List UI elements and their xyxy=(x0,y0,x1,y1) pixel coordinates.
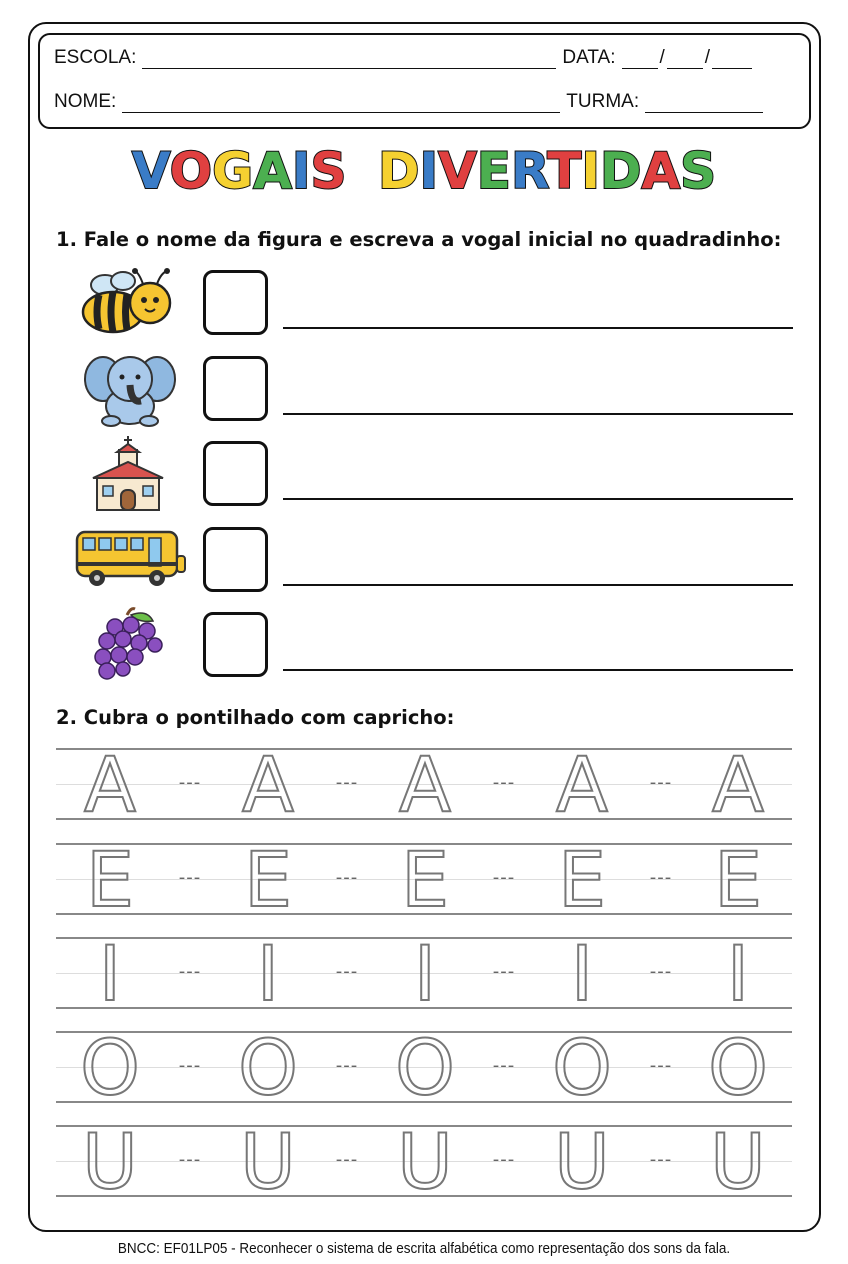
dotted-letter[interactable]: U xyxy=(82,1117,138,1206)
dotted-letter[interactable]: A xyxy=(712,740,764,829)
dash-separator: --- xyxy=(335,1149,359,1170)
elephant-icon xyxy=(75,351,187,427)
class-label: TURMA: xyxy=(566,91,640,112)
title-letter: S xyxy=(310,142,347,200)
dash-separator: --- xyxy=(649,772,673,793)
school-label: ESCOLA: xyxy=(54,47,137,68)
title-letter: I xyxy=(581,142,600,200)
title-letter: S xyxy=(680,142,717,200)
dotted-letter[interactable]: O xyxy=(552,1023,612,1112)
dash-separator: --- xyxy=(178,867,202,888)
dotted-letter[interactable]: E xyxy=(85,835,135,924)
school-row xyxy=(54,47,754,69)
title-letter xyxy=(347,142,364,200)
tracing-row xyxy=(56,740,792,829)
word-line[interactable] xyxy=(283,669,793,671)
date-month-field[interactable] xyxy=(667,51,703,69)
dash-separator: --- xyxy=(492,867,516,888)
dotted-letter[interactable]: I xyxy=(98,929,122,1018)
dotted-letter[interactable]: A xyxy=(399,740,451,829)
dash-separator: --- xyxy=(335,772,359,793)
dotted-letter[interactable]: U xyxy=(710,1117,766,1206)
answer-row xyxy=(75,436,795,516)
vowel-box[interactable] xyxy=(203,441,268,506)
word-line[interactable] xyxy=(283,584,793,586)
dotted-letter[interactable]: A xyxy=(242,740,294,829)
dotted-letter[interactable]: O xyxy=(80,1023,140,1112)
dash-separator: --- xyxy=(492,772,516,793)
footer-bncc: BNCC: EF01LP05 - Reconhecer o sistema de escrita alfabética como representação dos sons da fala. xyxy=(117,1240,731,1257)
school-field[interactable] xyxy=(142,51,556,69)
dotted-letter[interactable]: I xyxy=(570,929,594,1018)
dotted-letter[interactable]: E xyxy=(557,835,607,924)
dotted-letter[interactable]: A xyxy=(556,740,608,829)
title-letter: I xyxy=(291,142,311,200)
dotted-letter[interactable]: E xyxy=(713,835,763,924)
tracing-row xyxy=(56,1023,792,1112)
church-icon xyxy=(75,436,187,512)
dash-separator: --- xyxy=(178,1149,202,1170)
title-letter: A xyxy=(641,142,681,200)
title-letter: T xyxy=(547,142,582,200)
title-letter: V xyxy=(438,142,477,200)
dash-separator: --- xyxy=(335,867,359,888)
title-letter: D xyxy=(377,142,420,200)
title-letter: G xyxy=(212,142,254,200)
name-field[interactable] xyxy=(122,95,560,113)
dash-separator: --- xyxy=(178,1055,202,1076)
bee-icon xyxy=(75,265,187,341)
dotted-letter[interactable]: A xyxy=(84,740,136,829)
name-label: NOME: xyxy=(54,91,117,112)
answer-row xyxy=(75,607,795,687)
word-line[interactable] xyxy=(283,498,793,500)
dash-separator: --- xyxy=(492,1055,516,1076)
answer-row xyxy=(75,522,795,602)
question-2: 2. Cubra o pontilhado com capricho: xyxy=(56,706,455,729)
dotted-letter[interactable]: U xyxy=(240,1117,296,1206)
tracing-row xyxy=(56,835,792,924)
answer-row xyxy=(75,351,795,431)
date-sep: / xyxy=(659,47,665,68)
title-letter: O xyxy=(169,142,213,200)
dash-separator: --- xyxy=(649,961,673,982)
vowel-box[interactable] xyxy=(203,527,268,592)
tracing-row xyxy=(56,929,792,1018)
dotted-letter[interactable]: O xyxy=(708,1023,768,1112)
class-field[interactable] xyxy=(645,95,763,113)
dash-separator: --- xyxy=(492,1149,516,1170)
dash-separator: --- xyxy=(492,961,516,982)
dotted-letter[interactable]: O xyxy=(395,1023,455,1112)
dotted-letter[interactable]: I xyxy=(256,929,280,1018)
date-label: DATA: xyxy=(562,47,616,68)
header-box xyxy=(38,33,811,129)
dotted-letter[interactable]: U xyxy=(397,1117,453,1206)
title-letter: V xyxy=(131,142,170,200)
title-letter: A xyxy=(253,142,292,200)
grapes-icon xyxy=(75,607,187,683)
dash-separator: --- xyxy=(335,1055,359,1076)
name-row xyxy=(54,91,769,113)
dash-separator: --- xyxy=(335,961,359,982)
page-title xyxy=(0,142,848,200)
dash-separator: --- xyxy=(178,961,202,982)
dotted-letter[interactable]: I xyxy=(726,929,750,1018)
vowel-box[interactable] xyxy=(203,356,268,421)
title-letter: R xyxy=(510,142,548,200)
title-letter: E xyxy=(476,142,511,200)
title-letter: D xyxy=(599,142,642,200)
vowel-box[interactable] xyxy=(203,270,268,335)
answer-row xyxy=(75,265,795,345)
dotted-letter[interactable]: U xyxy=(554,1117,610,1206)
tracing-row xyxy=(56,1117,792,1206)
dotted-letter[interactable]: E xyxy=(400,835,450,924)
vowel-box[interactable] xyxy=(203,612,268,677)
title-letter: I xyxy=(419,142,439,200)
dash-separator: --- xyxy=(178,772,202,793)
dotted-letter[interactable]: I xyxy=(413,929,437,1018)
date-sep: / xyxy=(704,47,711,68)
date-day-field[interactable] xyxy=(622,51,658,69)
date-year-field[interactable] xyxy=(712,51,752,69)
dash-separator: --- xyxy=(649,1055,673,1076)
dotted-letter[interactable]: O xyxy=(238,1023,298,1112)
dotted-letter[interactable]: E xyxy=(243,835,293,924)
word-line[interactable] xyxy=(283,327,793,329)
dash-separator: --- xyxy=(649,1149,673,1170)
bus-icon xyxy=(75,522,187,598)
question-1: 1. Fale o nome da figura e escreva a vogal inicial no quadradinho: xyxy=(56,228,782,251)
dash-separator: --- xyxy=(649,867,673,888)
word-line[interactable] xyxy=(283,413,793,415)
